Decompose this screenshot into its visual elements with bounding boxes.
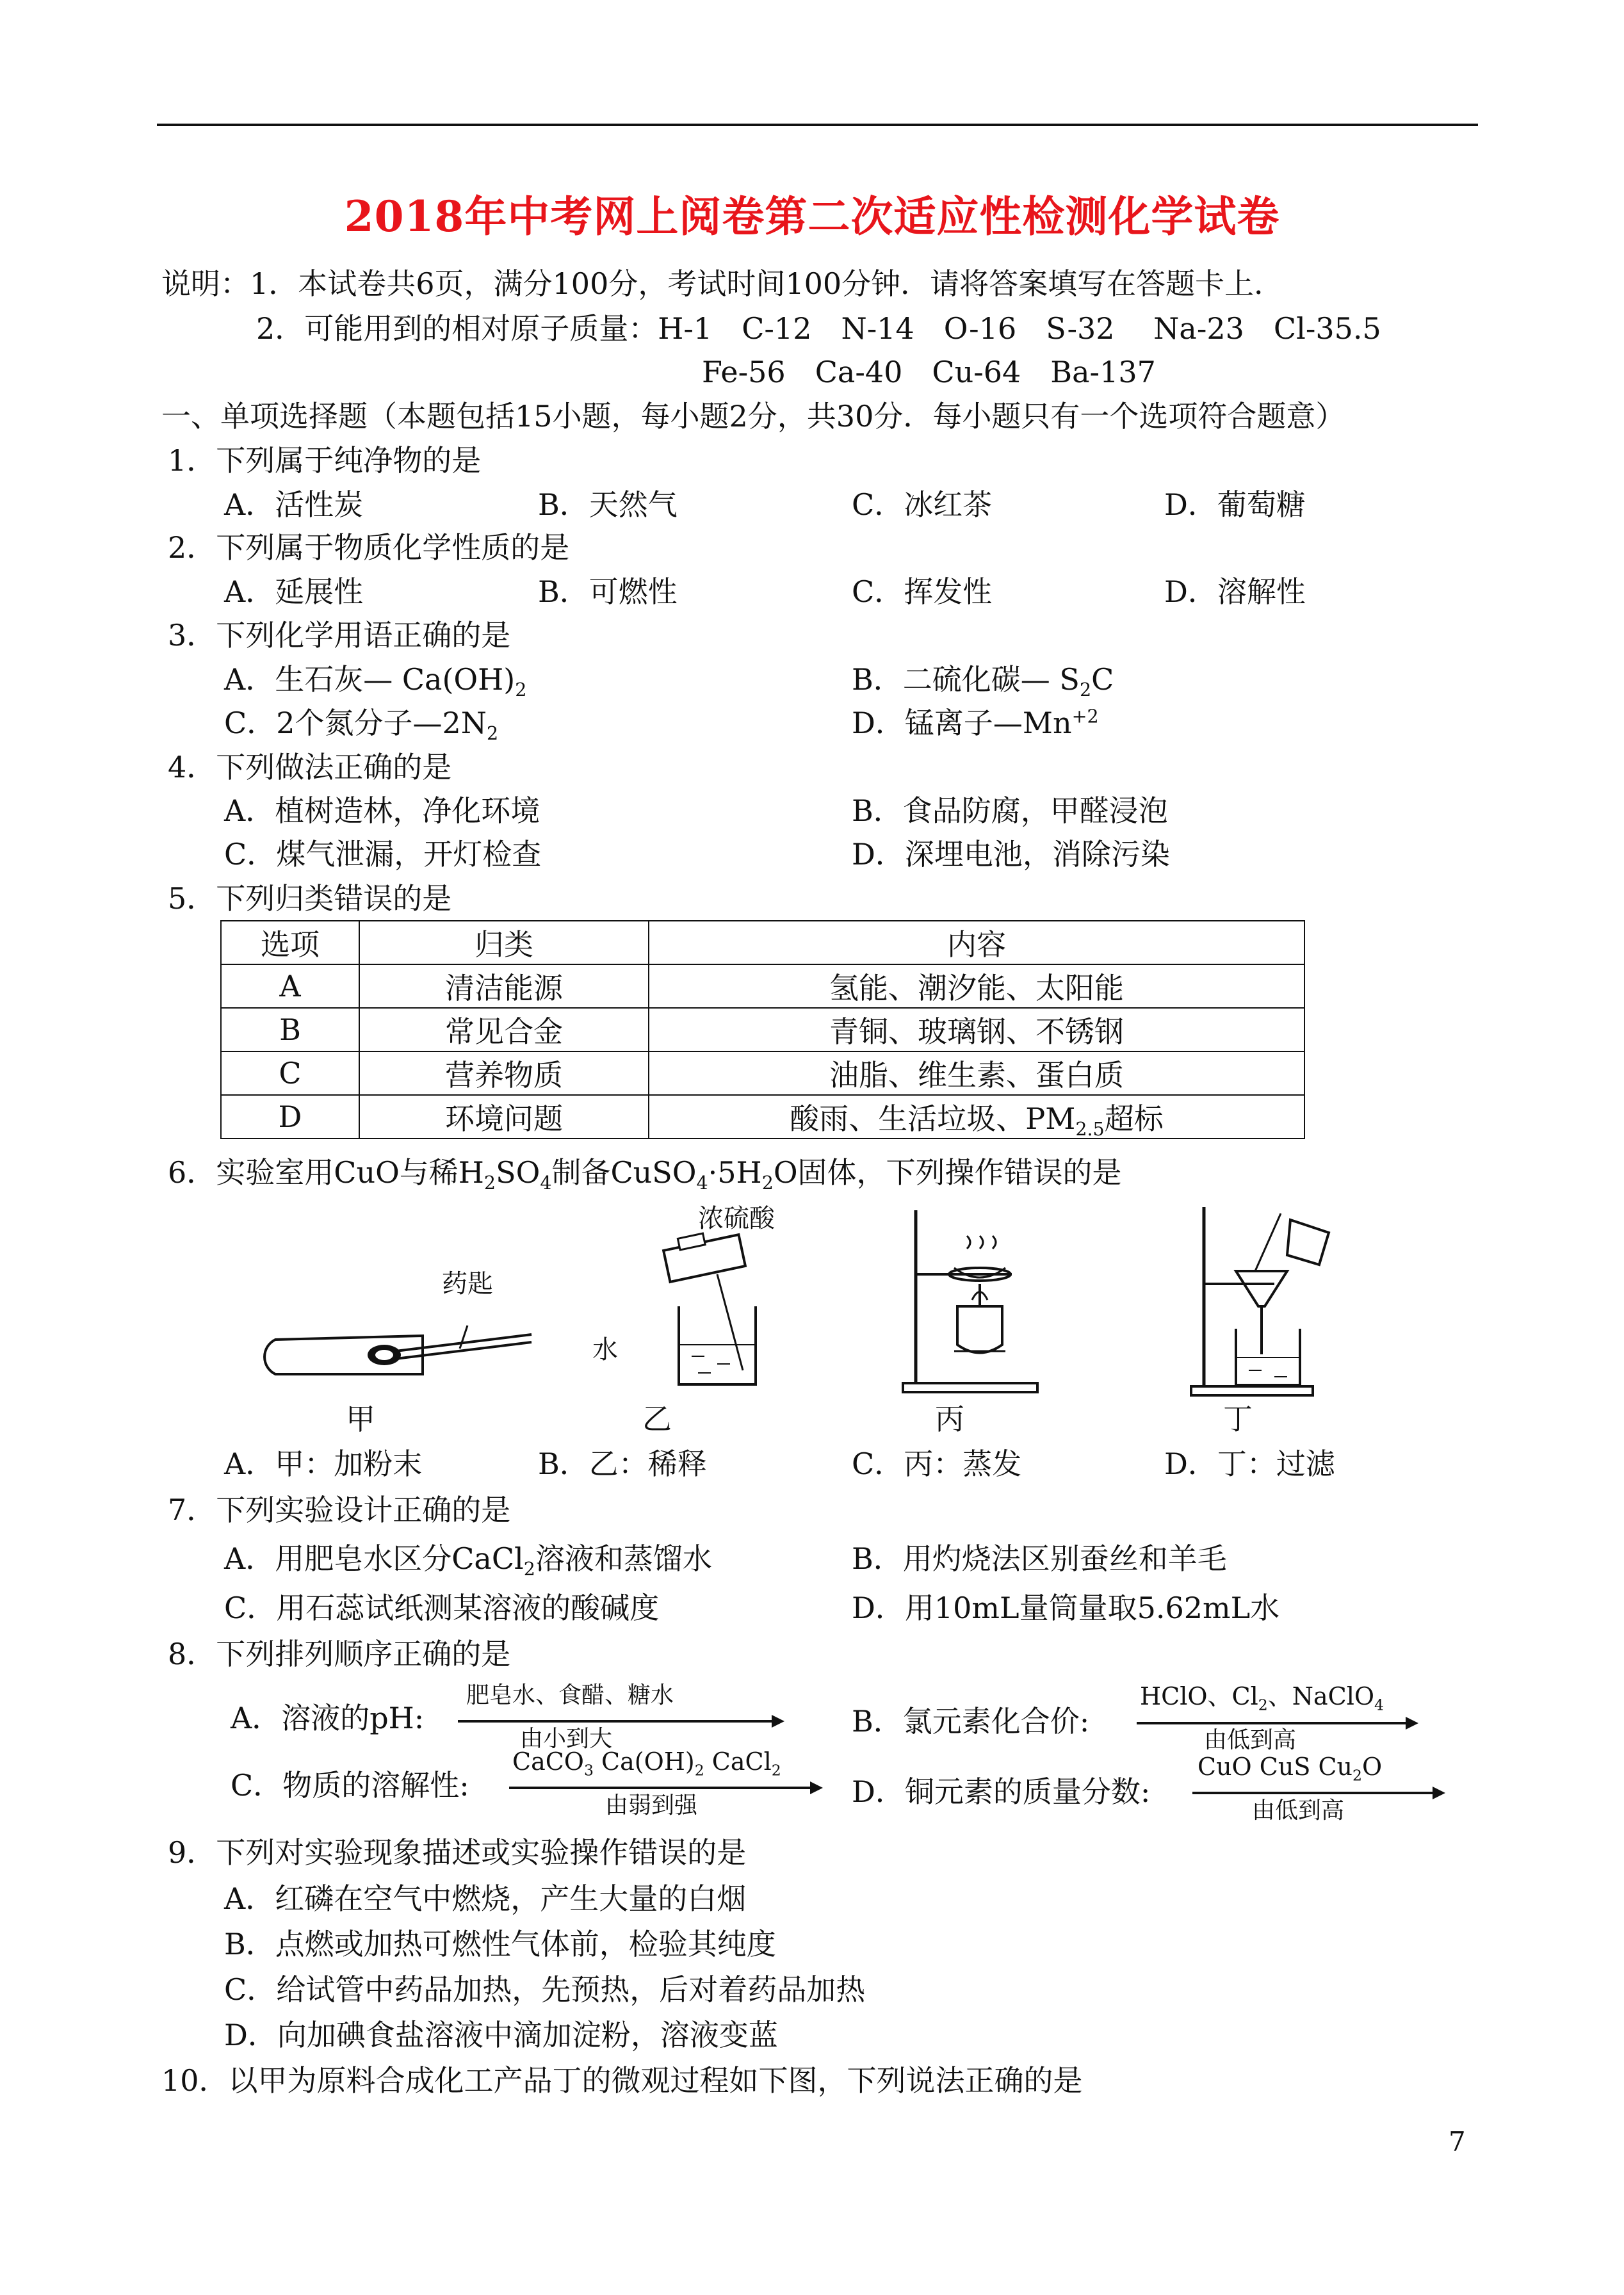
q6-option-b: B．乙：稀释 [538,1447,707,1481]
q8-option-b-label: B．氯元素化合价: [852,1704,1090,1739]
q9-option-c: C．给试管中药品加热，先预热，后对着药品加热 [224,1972,866,2007]
label-spoon: 药匙 [442,1269,493,1299]
q7-option-d: D．用10mL量筒量取5.62mL水 [852,1591,1280,1625]
evaporation-figure [890,1204,1044,1396]
fig-label-yi: 乙 [642,1402,672,1436]
q1-stem: 1．下列属于纯净物的是 [168,443,482,478]
q2-option-c: C．挥发性 [852,574,993,609]
q1-option-c: C．冰红茶 [852,487,993,522]
q2-option-b: B．可燃性 [538,574,678,609]
q6-stem: 6．实验室用CuO与稀$H_2SO_4$制备$CuSO_4\cdot 5H_2O$固体，下列操作错误的是 [168,1155,1122,1194]
q8-option-a-label: A．溶液的pH: [231,1701,425,1735]
q7-stem: 7．下列实验设计正确的是 [168,1493,511,1527]
q3-stem: 3．下列化学用语正确的是 [168,618,511,653]
table-header: 归类 [359,921,649,964]
table-header-row [221,921,1304,964]
q8-option-c-label: C．物质的溶解性: [231,1768,469,1803]
q2-option-a: A．延展性 [224,574,364,609]
q6-option-a: A．甲：加粉末 [224,1447,423,1481]
q8-d-arrow-bottom: 由低到高 [1252,1797,1345,1824]
test-tube-spatula-figure [256,1287,538,1390]
table-cell: 清洁能源 [359,964,649,1008]
q9-stem: 9．下列对实验现象描述或实验操作错误的是 [168,1835,747,1870]
exam-title: 2018年中考网上阅卷第二次适应性检测化学试卷 [344,191,1280,241]
q8-d-arrow-top: CuO CuS $Cu_2O$ [1198,1753,1383,1785]
table-cell: A [221,964,359,1008]
table-row [221,1051,1304,1095]
classification-table [220,920,1305,1139]
q8-a-arrow-top: 肥皂水、食醋、糖水 [466,1682,674,1708]
q6-option-d: D．丁：过滤 [1164,1447,1335,1481]
q4-option-c: C．煤气泄漏，开灯检查 [224,837,542,872]
q2-option-d: D．溶解性 [1164,574,1306,609]
table-row [221,964,1304,1008]
q4-option-d: D．深埋电池，消除污染 [852,837,1170,872]
fig-label-ding: 丁 [1223,1402,1253,1436]
table-header: 选项 [221,921,359,964]
q3-option-c: C．2个氮分子$—2N_2$ [224,706,499,745]
q8-c-arrow-top: CaCO$_3$ $Ca(OH)_2$ CaCl$_2$ [512,1748,781,1780]
table-cell: 营养物质 [359,1051,649,1095]
section-heading: 一、单项选择题（本题包括15小题，每小题2分，共30分．每小题只有一个选项符合题意） [161,399,1345,434]
q1-option-a: A．活性炭 [224,487,364,522]
q9-option-b: B．点燃或加热可燃性气体前，检验其纯度 [224,1927,776,1961]
q4-stem: 4．下列做法正确的是 [168,750,452,784]
q10-stem: 10．以甲为原料合成化工产品丁的微观过程如下图，下列说法正确的是 [161,2063,1083,2098]
page-number: 7 [1449,2126,1466,2157]
q2-stem: 2．下列属于物质化学性质的是 [168,530,570,565]
table-header: 内容 [649,921,1304,964]
q9-option-a: A．红磷在空气中燃烧，产生大量的白烟 [224,1881,747,1916]
table-cell: C [221,1051,359,1095]
label-water: 水 [592,1335,618,1365]
table-row [221,1008,1304,1051]
q3-option-a: A．生石灰— $Ca(OH)_2$ [224,662,527,701]
filtration-figure [1178,1194,1345,1399]
table-cell: B [221,1008,359,1051]
q8-option-d-label: D．铜元素的质量分数: [852,1774,1151,1809]
header-rule [157,124,1478,126]
fig-label-bing: 丙 [935,1402,964,1436]
table-cell: 常见合金 [359,1008,649,1051]
q7-option-a: A．用肥皂水区分CaCl$_2$溶液和蒸馏水 [224,1541,712,1580]
dilution-beaker-figure [653,1217,807,1390]
table-cell: 氢能、潮汐能、太阳能 [649,964,1304,1008]
q8-stem: 8．下列排列顺序正确的是 [168,1637,511,1671]
q8-b-arrow-top: HClO、$Cl_2$、NaClO$_4$ [1140,1682,1384,1714]
q4-option-b: B．食品防腐，甲醛浸泡 [852,793,1168,828]
q8-a-arrow [458,1714,784,1729]
q8-c-arrow-bottom: 由弱到强 [605,1792,698,1819]
q1-option-b: B．天然气 [538,487,678,522]
q3-option-b: B．二硫化碳— $S_2C$ [852,662,1114,701]
q3-option-d: D．锰离子$—Mn^{+2}$ [852,706,1099,740]
q4-option-a: A．植树造林，净化环境 [224,793,540,828]
table-cell: 酸雨、生活垃圾、$PM_{2.5}$超标 [649,1095,1304,1139]
q5-stem: 5．下列归类错误的是 [168,881,452,916]
q8-a-arrow-bottom: 由小到大 [520,1726,613,1752]
q1-option-d: D．葡萄糖 [1164,487,1306,522]
q7-option-b: B．用灼烧法区别蚕丝和羊毛 [852,1541,1227,1576]
table-cell: 环境问题 [359,1095,649,1139]
q7-option-c: C．用石蕊试纸测某溶液的酸碱度 [224,1591,660,1625]
table-cell: 油脂、维生素、蛋白质 [649,1051,1304,1095]
fig-label-jia: 甲 [346,1402,375,1436]
notes-line-3: Fe-56 Ca-40 Cu-64 Ba-137 [702,355,1156,389]
table-row [221,1095,1304,1139]
notes-line-1: 说明：1．本试卷共6页，满分100分，考试时间100分钟．请将答案填写在答题卡上． [161,266,1284,301]
notes-line-2: 2．可能用到的相对原子质量：H-1 C-12 N-14 O-16 S-32 Na-23 Cl-35.5 [256,311,1381,346]
q8-b-arrow-bottom: 由低到高 [1204,1727,1297,1753]
table-cell: D [221,1095,359,1139]
label-acid: 浓硫酸 [698,1204,775,1233]
q9-option-d: D．向加碘食盐溶液中滴加淀粉，溶液变蓝 [224,2018,778,2052]
table-cell: 青铜、玻璃钢、不锈钢 [649,1008,1304,1051]
q6-option-c: C．丙：蒸发 [852,1447,1022,1481]
